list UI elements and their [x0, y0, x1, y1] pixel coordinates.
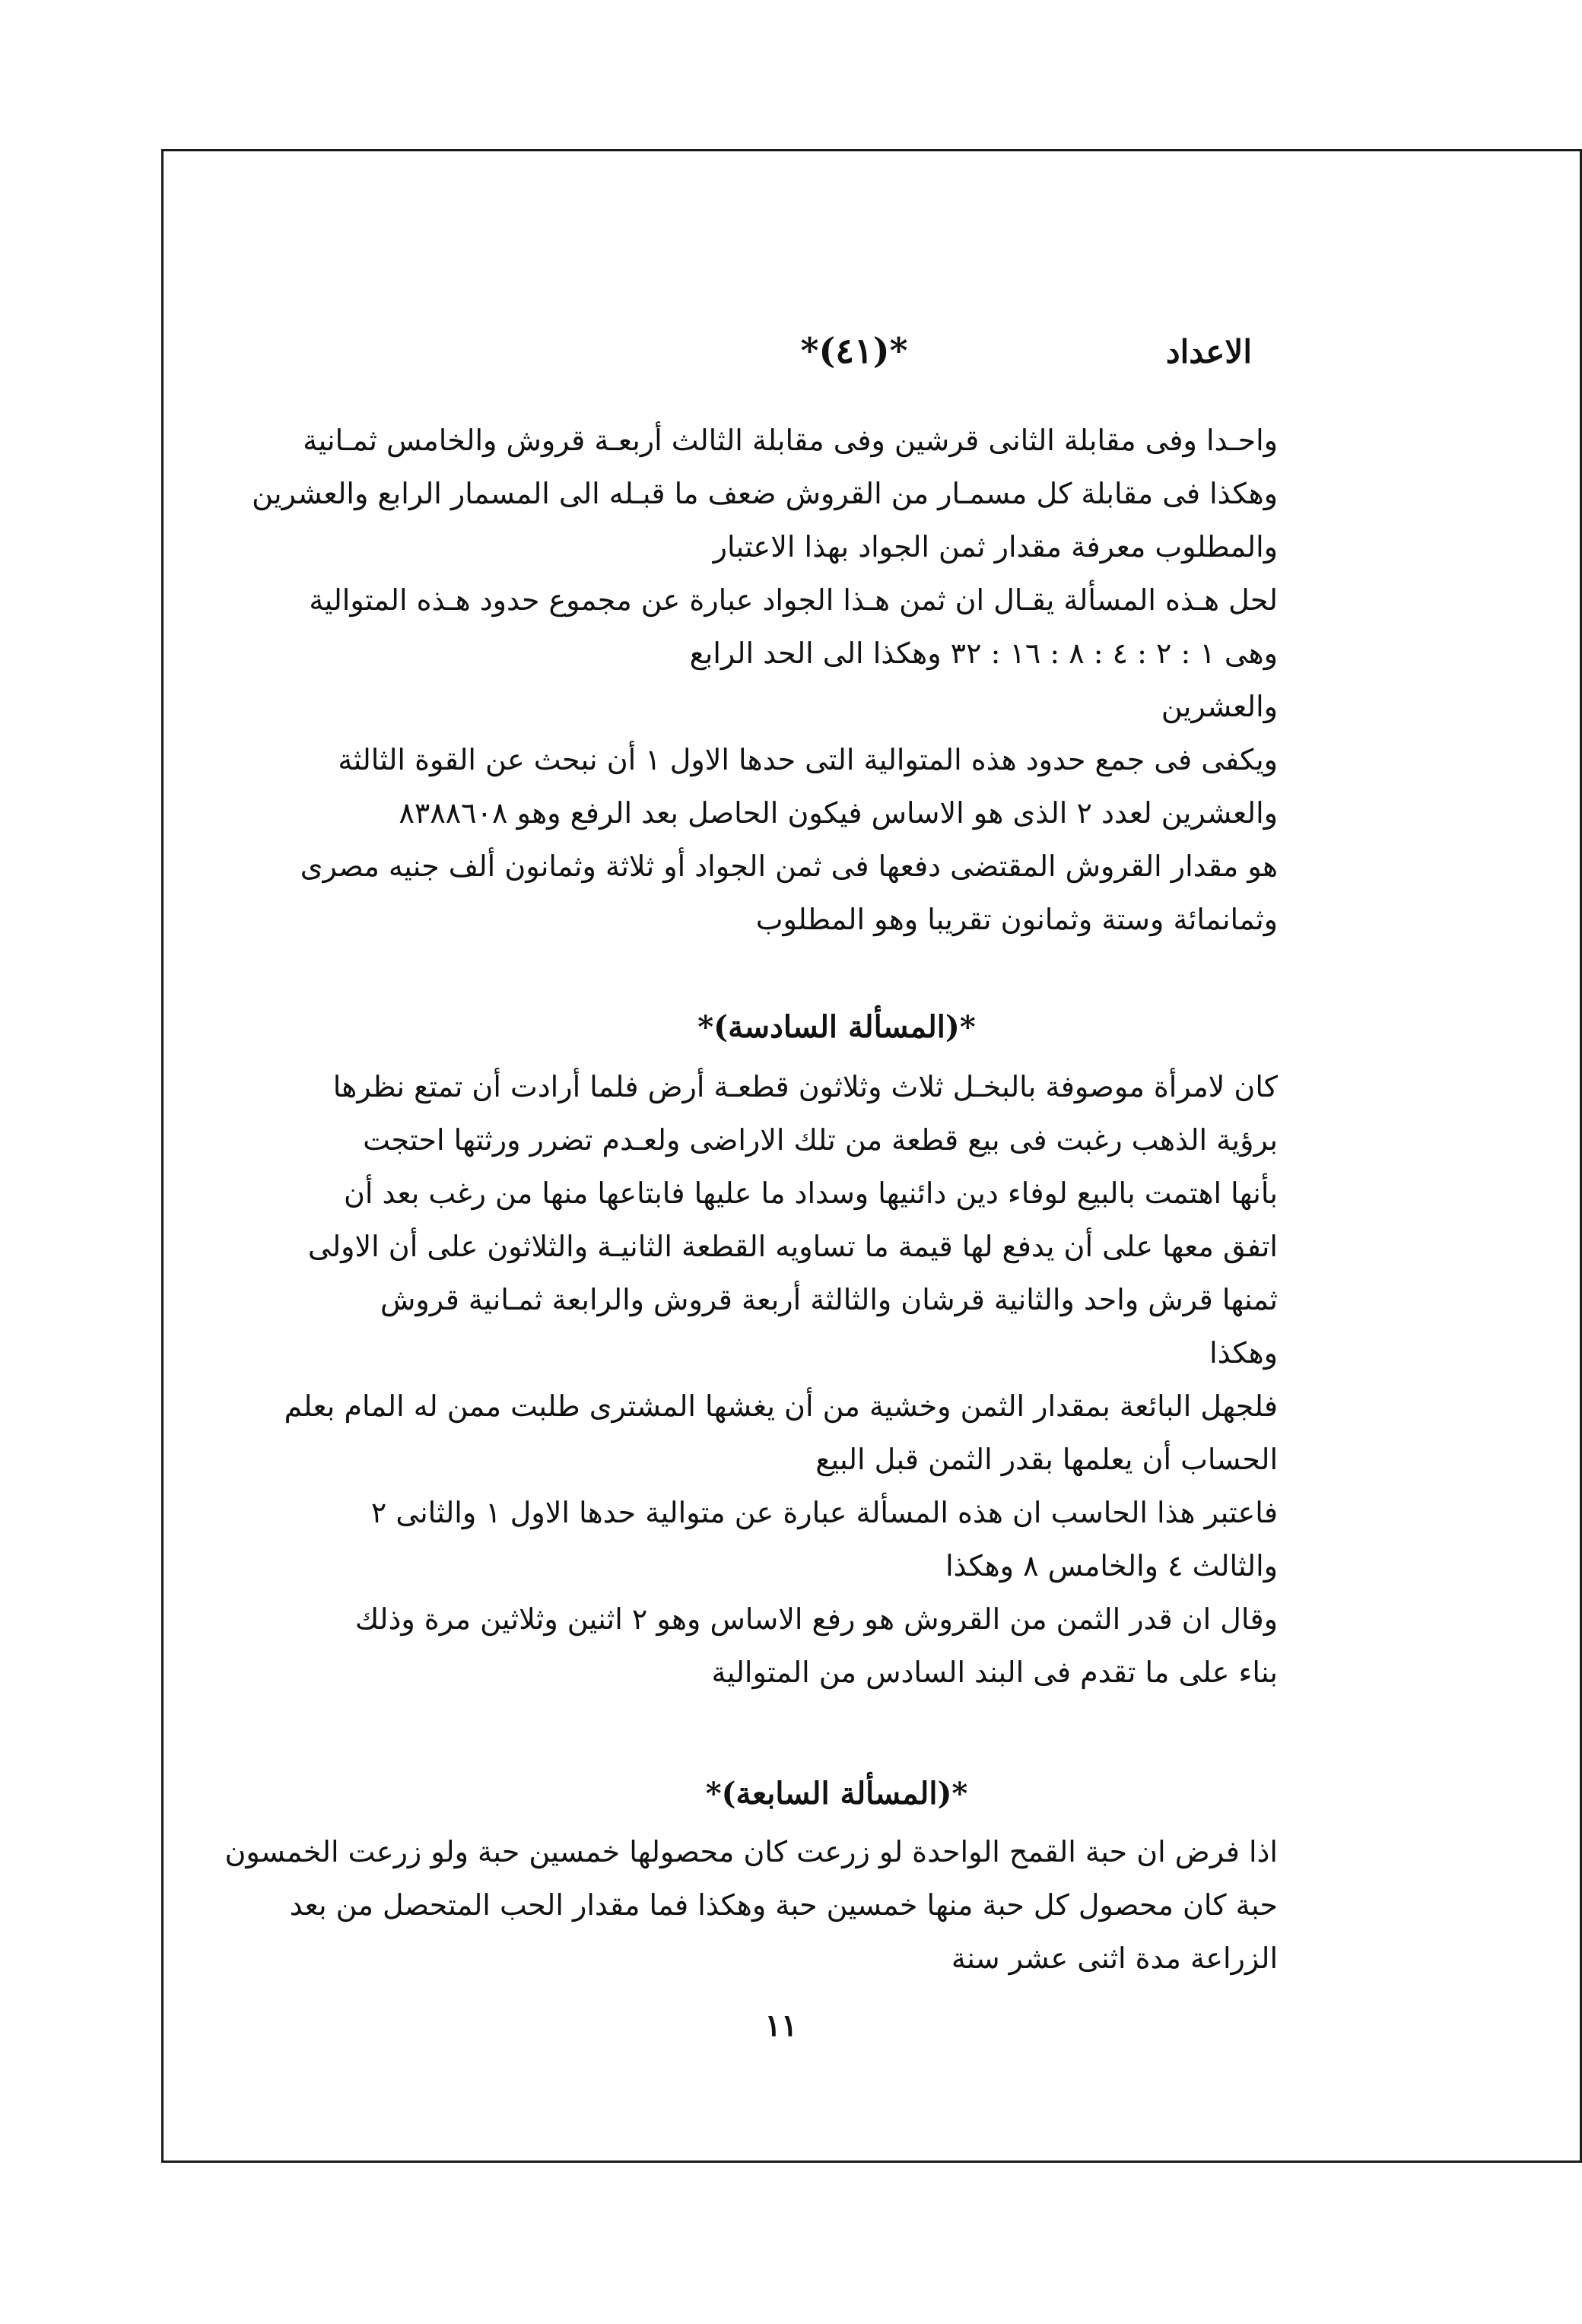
text-line: والعشرين لعدد ٢ الذى هو الاساس فيكون الحاصل بعد الرفع وهو ٨٣٨٨٦٠٨	[399, 796, 1278, 830]
text-line: الحساب أن يعلمها بقدر الثمن قبل البيع	[815, 1443, 1278, 1476]
text-line: حبة كان محصول كل حبة منها خمسين حبة وهكذا فما مقدار الحب المتحصل من بعد	[289, 1888, 1278, 1922]
text-line: وهكذا	[1209, 1336, 1278, 1370]
page-number: *(٤١)*	[800, 330, 908, 371]
text-line: وقال ان قدر الثمن من القروش هو رفع الاساس وهو ٢ اثنين وثلاثين مرة وذلك	[354, 1602, 1278, 1636]
text-line: اذا فرض ان حبة القمح الواحدة لو زرعت كان محصولها خمسين حبة ولو زرعت الخمسون	[224, 1835, 1278, 1868]
text-line: لحل هـذه المسألة يقـال ان ثمن هـذا الجواد عبارة عن مجموع حدود هـذه المتوالية	[309, 583, 1278, 617]
text-line: بأنها اهتمت بالبيع لوفاء دين دائنيها وسداد ما عليها فابتاعها منها من رغب بعد أن	[343, 1176, 1278, 1210]
text-line: الزراعة مدة اثنى عشر سنة	[951, 1941, 1278, 1975]
text-line: فلجهل البائعة بمقدار الثمن وخشية من أن يغشها المشترى طلبت ممن له المام بعلم	[284, 1389, 1278, 1423]
text-line: هو مقدار القروش المقتضى دفعها فى ثمن الجواد أو ثلاثة وثمانون ألف جنيه مصرى	[300, 849, 1278, 883]
text-line: وهكذا فى مقابلة كل مسمـار من القروش ضعف ما قبـله الى المسمار الرابع والعشرين	[252, 477, 1278, 510]
text-line: والعشرين	[1161, 690, 1278, 723]
text-line: وثمانمائة وستة وثمانون تقريبا وهو المطلوب	[755, 903, 1278, 936]
text-line: ويكفى فى جمع حدود هذه المتوالية التى حدها الاول ١ أن نبحث عن القوة الثالثة	[338, 743, 1278, 776]
text-line: وهى ١ : ٢ : ٤ : ٨ : ١٦ : ٣٢ وهكذا الى الحد الرابع	[689, 637, 1278, 670]
text-line: واحـدا وفى مقابلة الثانى قرشين وفى مقابلة الثالث أربعـة قروش والخامس ثمـانية	[303, 424, 1278, 457]
running-header-title: الاعداد	[1165, 333, 1252, 370]
text-line: اتفق معها على أن يدفع لها قيمة ما تساويه القطعة الثانيـة والثلاثون على أن الاولى	[307, 1230, 1278, 1263]
paragraph-block	[224, 1825, 1278, 1985]
text-line: فاعتبر هذا الحاسب ان هذه المسألة عبارة عن متوالية حدها الاول ١ والثانى ٢	[370, 1496, 1278, 1529]
text-line: والمطلوب معرفة مقدار ثمن الجواد بهذا الاعتبار	[713, 530, 1278, 564]
section-heading: *(المسألة السابعة)*	[705, 1776, 968, 1811]
text-line: ثمنها قرش واحد والثانية قرشان والثالثة أربعة قروش والرابعة ثمـانية قروش	[380, 1283, 1278, 1316]
signature-mark: ١١	[764, 2008, 798, 2043]
text-line: بناء على ما تقدم فى البند السادس من المتوالية	[711, 1656, 1278, 1689]
paragraph-block	[284, 1060, 1278, 1699]
section-heading: *(المسألة السادسة)*	[697, 1009, 976, 1045]
page-header	[426, 325, 1282, 386]
text-line: والثالث ٤ والخامس ٨ وهكذا	[945, 1549, 1278, 1583]
text-line: برؤية الذهب رغبت فى بيع قطعة من تلك الاراضى ولعـدم تضرر ورثتها احتجت	[363, 1123, 1278, 1157]
text-line: كان لامرأة موصوفة بالبخـل ثلاث وثلاثون قطعـة أرض فلما أرادت أن تمتع نظرها	[332, 1070, 1278, 1103]
paragraph-block	[252, 414, 1278, 946]
